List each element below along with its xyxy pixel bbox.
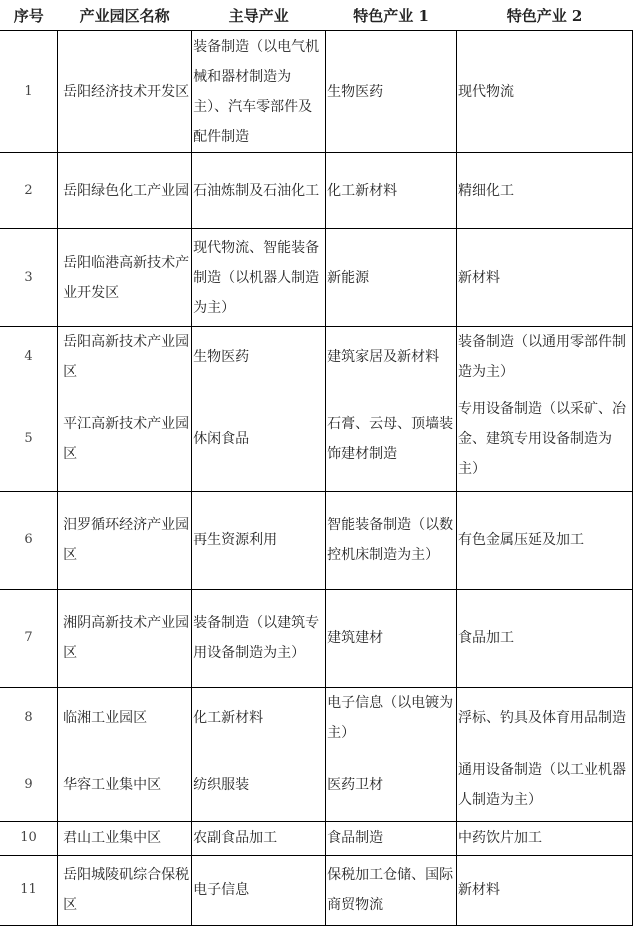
table-row (0, 491, 633, 589)
feature-industry-1: 电子信息（以电镀为主） (326, 687, 457, 749)
header-main-industry: 主导产业 (192, 0, 326, 31)
feature-industry-2: 通用设备制造（以工业机器人制造为主） (457, 749, 633, 821)
table-row (0, 387, 633, 491)
feature-industry-2: 现代物流 (457, 31, 633, 153)
park-name: 君山工业集中区 (58, 821, 192, 855)
row-index: 4 (24, 349, 33, 364)
table-header-row (0, 0, 633, 31)
feature-industry-1: 智能装备制造（以数控机床制造为主） (326, 491, 457, 589)
feature-industry-1: 建筑建材 (326, 589, 457, 687)
park-name: 岳阳高新技术产业园区 (58, 327, 192, 388)
row-index: 1 (0, 31, 58, 153)
row-index: 2 (0, 153, 58, 229)
feature-industry-2: 专用设备制造（以采矿、冶金、建筑专用设备制造为主） (457, 387, 633, 491)
park-name: 汨罗循环经济产业园区 (58, 491, 192, 589)
main-industry: 装备制造（以电气机械和器材制造为主）、汽车零部件及配件制造 (192, 31, 326, 153)
main-industry: 生物医药 (192, 327, 326, 388)
feature-industry-1: 保税加工仓储、国际商贸物流 (326, 855, 457, 925)
table-row (0, 821, 633, 855)
main-industry: 休闲食品 (192, 387, 326, 491)
header-index: 序号 (0, 0, 58, 31)
feature-industry-1: 建筑家居及新材料 (326, 327, 457, 388)
row-index: 11 (0, 855, 58, 925)
table-row (0, 327, 633, 388)
main-industry: 化工新材料 (192, 687, 326, 749)
park-name: 岳阳绿色化工产业园 (58, 153, 192, 229)
feature-industry-2: 新材料 (457, 229, 633, 327)
main-industry: 农副食品加工 (192, 821, 326, 855)
park-name: 湘阴高新技术产业园区 (58, 589, 192, 687)
table-row (0, 687, 633, 749)
feature-industry-1: 石膏、云母、顶墙装饰建材制造 (326, 387, 457, 491)
row-index: 6 (0, 491, 58, 589)
table-row (0, 229, 633, 327)
table-row (0, 855, 633, 925)
header-feature-industry-2: 特色产业 2 (457, 0, 633, 31)
main-industry: 纺织服装 (192, 749, 326, 821)
header-park-name: 产业园区名称 (58, 0, 192, 31)
feature-industry-1: 生物医药 (326, 31, 457, 153)
row-index: 3 (0, 229, 58, 327)
feature-industry-1: 新能源 (326, 229, 457, 327)
feature-industry-2: 中药饮片加工 (457, 821, 633, 855)
main-industry: 再生资源利用 (192, 491, 326, 589)
feature-industry-2: 精细化工 (457, 153, 633, 229)
row-index: 10 (0, 821, 58, 855)
main-industry: 装备制造（以建筑专用设备制造为主） (192, 589, 326, 687)
table-row (0, 749, 633, 821)
feature-industry-1: 化工新材料 (326, 153, 457, 229)
park-name: 岳阳临港高新技术产业开发区 (58, 229, 192, 327)
main-industry: 电子信息 (192, 855, 326, 925)
table-row (0, 31, 633, 153)
table-row (0, 153, 633, 229)
row-index: 8 (24, 710, 33, 726)
park-name: 岳阳城陵矶综合保税区 (58, 855, 192, 925)
feature-industry-2: 浮标、钓具及体育用品制造 (457, 687, 633, 749)
header-feature-industry-1: 特色产业 1 (326, 0, 457, 31)
row-index: 5 (0, 387, 58, 491)
feature-industry-2: 新材料 (457, 855, 633, 925)
feature-industry-2: 装备制造（以通用零部件制造为主） (457, 327, 633, 388)
table-row (0, 589, 633, 687)
main-industry: 石油炼制及石油化工 (192, 153, 326, 229)
row-index: 7 (0, 589, 58, 687)
main-industry: 现代物流、智能装备制造（以机器人制造为主） (192, 229, 326, 327)
park-name: 华容工业集中区 (58, 749, 192, 821)
feature-industry-2: 食品加工 (457, 589, 633, 687)
feature-industry-1: 食品制造 (326, 821, 457, 855)
feature-industry-1: 医药卫材 (326, 749, 457, 821)
park-name: 平江高新技术产业园区 (58, 387, 192, 491)
feature-industry-2: 有色金属压延及加工 (457, 491, 633, 589)
park-name: 岳阳经济技术开发区 (58, 31, 192, 153)
park-name: 临湘工业园区 (58, 687, 192, 749)
row-index: 9 (0, 749, 58, 821)
